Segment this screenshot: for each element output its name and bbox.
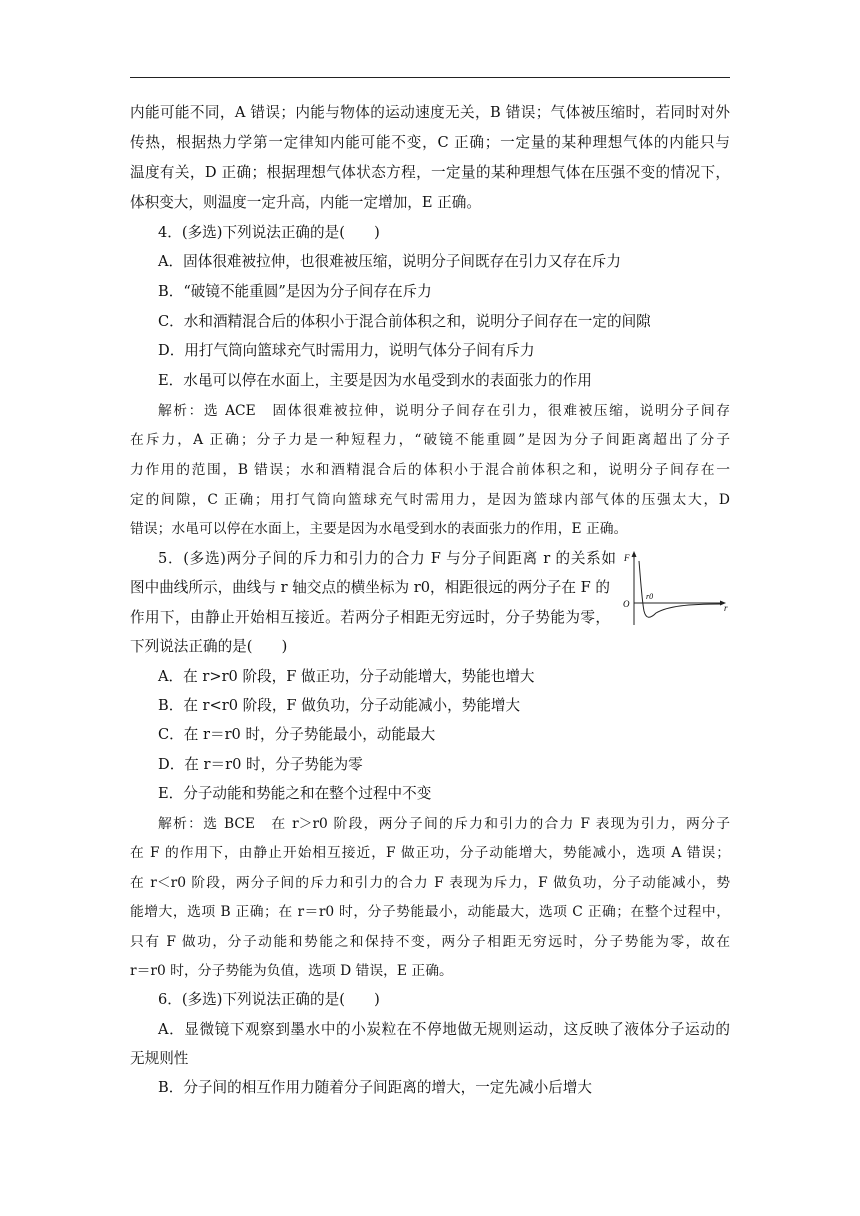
q5-analysis-line: r＝r0 时，分子势能为负值，选项 D 错误，E 正确。 xyxy=(130,963,453,979)
q5-option-c: C．在 r＝r0 时，分子势能最小，动能最大 xyxy=(158,726,436,743)
force-distance-graph xyxy=(620,549,730,629)
q5-stem-line: 下列说法正确的是( ) xyxy=(130,638,288,655)
q5-analysis-line: 解析：选 BCE 在 r＞r0 阶段，两分子间的斥力和引力的合力 F 表现为引力，两分子 xyxy=(158,816,730,832)
q4-analysis-line: 错误；水黾可以停在水面上，主要是因为水黾受到水的表面张力的作用，E 正确。 xyxy=(130,521,628,537)
q5-stem-line: 作用下，由静止开始相互接近。若两分子相距无穷远时，分子势能为零， xyxy=(130,609,610,626)
q4-option-a: A．固体很难被拉伸，也很难被压缩，说明分子间既存在引力又存在斥力 xyxy=(158,253,621,270)
r0-label: r0 xyxy=(646,592,654,601)
q6-option-a: A．显微镜下观察到墨水中的小炭粒在不停地做无规则运动，这反映了液体分子运动的 xyxy=(158,1021,730,1038)
q4-option-d: D．用打气筒向篮球充气时需用力，说明气体分子间有斥力 xyxy=(158,342,535,359)
q5-analysis-line: 只有 F 做功，分子动能和势能之和保持不变，两分子相距无穷远时，分子势能为零，故在 xyxy=(130,934,730,950)
q5-option-b: B．在 r<r0 阶段，F 做负功，分子动能减小，势能增大 xyxy=(158,697,521,714)
q4-analysis-line: 解析：选 ACE 固体很难被拉伸，说明分子间存在引力，很难被压缩，说明分子间存 xyxy=(158,403,730,419)
text-line: 内能可能不同，A 错误；内能与物体的运动速度无关，B 错误；气体被压缩时，若同时对外 xyxy=(130,104,730,121)
x-axis-label: r xyxy=(724,603,728,613)
q4-option-b: B．“破镜不能重圆”是因为分子间存在斥力 xyxy=(158,283,432,300)
header-rule xyxy=(130,77,730,78)
text-line: 体积变大，则温度一定升高，内能一定增加，E 正确。 xyxy=(130,194,481,211)
q5-option-e: E．分子动能和势能之和在整个过程中不变 xyxy=(158,785,432,802)
q6-stem: 6．(多选)下列说法正确的是( ) xyxy=(158,991,380,1008)
text-line: 温度有关，D 正确；根据理想气体状态方程，一定量的某种理想气体在压强不变的情况下， xyxy=(130,164,730,181)
origin-label: O xyxy=(623,599,630,609)
text-line: 传热，根据热力学第一定律知内能可能不变，C 正确；一定量的某种理想气体的内能只与 xyxy=(130,134,730,151)
q4-analysis-line: 力作用的范围，B 错误；水和酒精混合后的体积小于混合前体积之和，说明分子间存在一 xyxy=(130,462,730,478)
q4-analysis-line: 在斥力，A 正确；分子力是一种短程力，“破镜不能重圆”是因为分子间距离超出了分子 xyxy=(130,432,730,448)
q4-option-c: C．水和酒精混合后的体积小于混合前体积之和，说明分子间存在一定的间隙 xyxy=(158,313,651,330)
q5-option-a: A．在 r>r0 阶段，F 做正功，分子动能增大，势能也增大 xyxy=(158,668,535,685)
q6-option-b: B．分子间的相互作用力随着分子间距离的增大，一定先减小后增大 xyxy=(158,1079,592,1096)
y-axis-label: F xyxy=(624,553,630,563)
q5-analysis-line: 在 r＜r0 阶段，两分子间的斥力和引力的合力 F 表现为斥力，F 做负功，分子动能减小，势 xyxy=(130,875,730,891)
q5-analysis-line: 在 F 的作用下，由静止开始相互接近，F 做正功，分子动能增大，势能减小，选项 A 错误； xyxy=(130,845,730,861)
q4-stem: 4．(多选)下列说法正确的是( ) xyxy=(158,224,380,241)
q5-analysis-line: 能增大，选项 B 正确；在 r＝r0 时，分子势能最小，动能最大，选项 C 正确；在整个过程中， xyxy=(130,904,730,920)
q5-option-d: D．在 r＝r0 时，分子势能为零 xyxy=(158,756,363,773)
q4-option-e: E．水黾可以停在水面上，主要是因为水黾受到水的表面张力的作用 xyxy=(158,372,592,389)
q5-stem-line: 5．(多选)两分子间的斥力和引力的合力 F 与分子间距离 r 的关系如 xyxy=(158,550,616,567)
q5-stem-line: 图中曲线所示，曲线与 r 轴交点的横坐标为 r0，相距很远的两分子在 F 的 xyxy=(130,579,610,596)
q4-analysis-line: 定的间隙，C 正确；用打气筒向篮球充气时需用力，是因为篮球内部气体的压强太大，D xyxy=(130,492,730,508)
q6-option-a-cont: 无规则性 xyxy=(130,1050,189,1067)
force-curve xyxy=(639,561,722,617)
y-axis-arrow xyxy=(632,551,637,557)
